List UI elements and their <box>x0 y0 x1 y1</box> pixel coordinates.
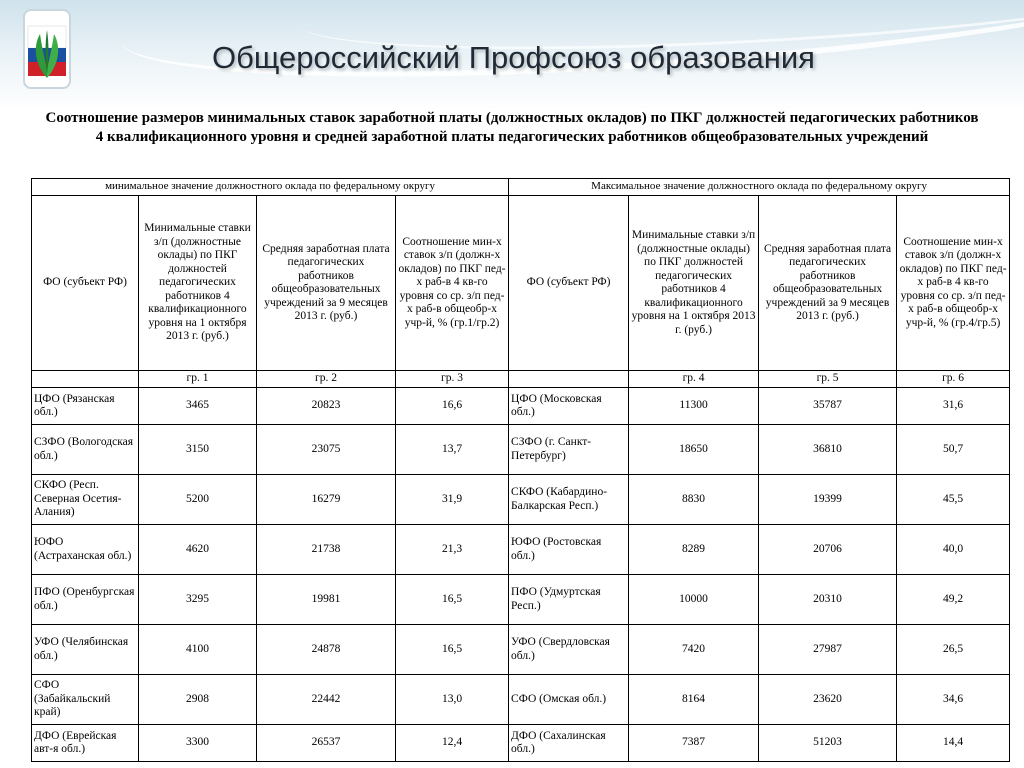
table-row <box>32 525 1010 575</box>
cell-ratio-6: 34,6 <box>897 675 1010 725</box>
salary-table <box>31 178 1010 762</box>
table-row <box>32 575 1010 625</box>
cell-min-rate-4: 8830 <box>629 475 759 525</box>
cell-min-rate-1: 5200 <box>139 475 257 525</box>
cell-avg-salary-2: 21738 <box>257 525 396 575</box>
cell-min-rate-1: 3295 <box>139 575 257 625</box>
group-number-row <box>32 371 1010 388</box>
cell-min-rate-1: 2908 <box>139 675 257 725</box>
column-header: Минимальные ставки з/п (должностные оклады) по ПКГ должностей педагогических работников 4 квалификационного уровня на 1 октября 2013 г. (руб.) <box>139 196 257 371</box>
column-header: Соотношение мин-х ставок з/п (должн-х окладов) по ПКГ пед-х раб-в 4 кв-го уровня со ср. з/п пед-х раб-в общеобр-х учр-й, % (гр.1/гр.2) <box>396 196 509 371</box>
cell-avg-salary-2: 23075 <box>257 425 396 475</box>
table-row <box>32 675 1010 725</box>
group-header-row <box>32 179 1010 196</box>
cell-region-min: ЮФО (Астраханская обл.) <box>32 525 139 575</box>
cell-avg-salary-2: 24878 <box>257 625 396 675</box>
cell-ratio-3: 13,0 <box>396 675 509 725</box>
cell-min-rate-1: 3465 <box>139 388 257 425</box>
cell-min-rate-1: 4100 <box>139 625 257 675</box>
column-header: ФО (субъект РФ) <box>509 196 629 371</box>
cell-ratio-6: 40,0 <box>897 525 1010 575</box>
cell-avg-salary-5: 51203 <box>759 725 897 762</box>
cell-avg-salary-5: 20706 <box>759 525 897 575</box>
group-header-max: Максимальное значение должностного оклада по федеральному округу <box>509 179 1010 196</box>
column-header: Соотношение мин-х ставок з/п (должн-х окладов) по ПКГ пед-х раб-в 4 кв-го уровня со ср. з/п пед-х раб-в общеобр-х учр-й, % (гр.4/гр.5) <box>897 196 1010 371</box>
cell-region-max: ЦФО (Московская обл.) <box>509 388 629 425</box>
cell-avg-salary-5: 19399 <box>759 475 897 525</box>
cell-avg-salary-5: 27987 <box>759 625 897 675</box>
cell-ratio-3: 21,3 <box>396 525 509 575</box>
union-logo-icon <box>18 8 76 92</box>
cell-ratio-6: 49,2 <box>897 575 1010 625</box>
group-number: гр. 3 <box>396 371 509 388</box>
cell-region-max: СЗФО (г. Санкт-Петербург) <box>509 425 629 475</box>
column-header-row <box>32 196 1010 371</box>
table-row <box>32 475 1010 525</box>
group-number: гр. 5 <box>759 371 897 388</box>
cell-avg-salary-5: 35787 <box>759 388 897 425</box>
cell-region-min: СЗФО (Вологодская обл.) <box>32 425 139 475</box>
group-number-empty <box>32 371 139 388</box>
cell-ratio-3: 16,5 <box>396 575 509 625</box>
group-number: гр. 6 <box>897 371 1010 388</box>
cell-min-rate-4: 8164 <box>629 675 759 725</box>
group-number: гр. 4 <box>629 371 759 388</box>
cell-region-max: ПФО (Удмуртская Респ.) <box>509 575 629 625</box>
cell-avg-salary-5: 20310 <box>759 575 897 625</box>
cell-min-rate-4: 7387 <box>629 725 759 762</box>
cell-avg-salary-2: 20823 <box>257 388 396 425</box>
cell-min-rate-4: 10000 <box>629 575 759 625</box>
cell-avg-salary-5: 23620 <box>759 675 897 725</box>
cell-region-min: СФО (Забайкальский край) <box>32 675 139 725</box>
table-row <box>32 625 1010 675</box>
cell-ratio-3: 16,5 <box>396 625 509 675</box>
table-row <box>32 725 1010 762</box>
column-header: Средняя заработная плата педагогических работников общеобразовательных учреждений за 9 месяцев 2013 г. (руб.) <box>759 196 897 371</box>
cell-min-rate-4: 8289 <box>629 525 759 575</box>
cell-min-rate-4: 7420 <box>629 625 759 675</box>
header-title: Общероссийский Профсоюз образования <box>212 40 815 75</box>
cell-region-max: СФО (Омская обл.) <box>509 675 629 725</box>
cell-ratio-3: 13,7 <box>396 425 509 475</box>
cell-region-min: УФО (Челябинская обл.) <box>32 625 139 675</box>
cell-region-min: СКФО (Респ. Северная Осетия-Алания) <box>32 475 139 525</box>
cell-region-min: ПФО (Оренбургская обл.) <box>32 575 139 625</box>
cell-avg-salary-2: 26537 <box>257 725 396 762</box>
cell-ratio-6: 50,7 <box>897 425 1010 475</box>
table-row <box>32 388 1010 425</box>
document-title: Соотношение размеров минимальных ставок заработной платы (должностных окладов) по ПКГ должностей педагогических работников 4 квалификационного уровня и средней заработной платы педагогических работников общеобразовательных учреждений <box>45 110 979 145</box>
cell-avg-salary-2: 22442 <box>257 675 396 725</box>
cell-ratio-6: 14,4 <box>897 725 1010 762</box>
cell-min-rate-1: 3150 <box>139 425 257 475</box>
cell-avg-salary-2: 19981 <box>257 575 396 625</box>
table-row <box>32 425 1010 475</box>
column-header: ФО (субъект РФ) <box>32 196 139 371</box>
cell-region-max: ДФО (Сахалинская обл.) <box>509 725 629 762</box>
group-number-empty <box>509 371 629 388</box>
cell-region-max: СКФО (Кабардино-Балкарская Респ.) <box>509 475 629 525</box>
column-header: Минимальные ставки з/п (должностные оклады) по ПКГ должностей педагогических работников 4 квалификационного уровня на 1 октября 2013 г. (руб.) <box>629 196 759 371</box>
group-number: гр. 1 <box>139 371 257 388</box>
group-number: гр. 2 <box>257 371 396 388</box>
cell-min-rate-1: 3300 <box>139 725 257 762</box>
group-header-min: минимальное значение должностного оклада по федеральному округу <box>32 179 509 196</box>
cell-avg-salary-5: 36810 <box>759 425 897 475</box>
cell-ratio-3: 12,4 <box>396 725 509 762</box>
cell-ratio-6: 26,5 <box>897 625 1010 675</box>
cell-region-min: ЦФО (Рязанская обл.) <box>32 388 139 425</box>
cell-ratio-3: 16,6 <box>396 388 509 425</box>
cell-ratio-6: 31,6 <box>897 388 1010 425</box>
cell-region-max: УФО (Свердловская обл.) <box>509 625 629 675</box>
column-header: Средняя заработная плата педагогических работников общеобразовательных учреждений за 9 месяцев 2013 г. (руб.) <box>257 196 396 371</box>
cell-min-rate-4: 18650 <box>629 425 759 475</box>
cell-ratio-6: 45,5 <box>897 475 1010 525</box>
cell-min-rate-4: 11300 <box>629 388 759 425</box>
cell-avg-salary-2: 16279 <box>257 475 396 525</box>
cell-region-max: ЮФО (Ростовская обл.) <box>509 525 629 575</box>
cell-region-min: ДФО (Еврейская авт-я обл.) <box>32 725 139 762</box>
cell-min-rate-1: 4620 <box>139 525 257 575</box>
cell-ratio-3: 31,9 <box>396 475 509 525</box>
